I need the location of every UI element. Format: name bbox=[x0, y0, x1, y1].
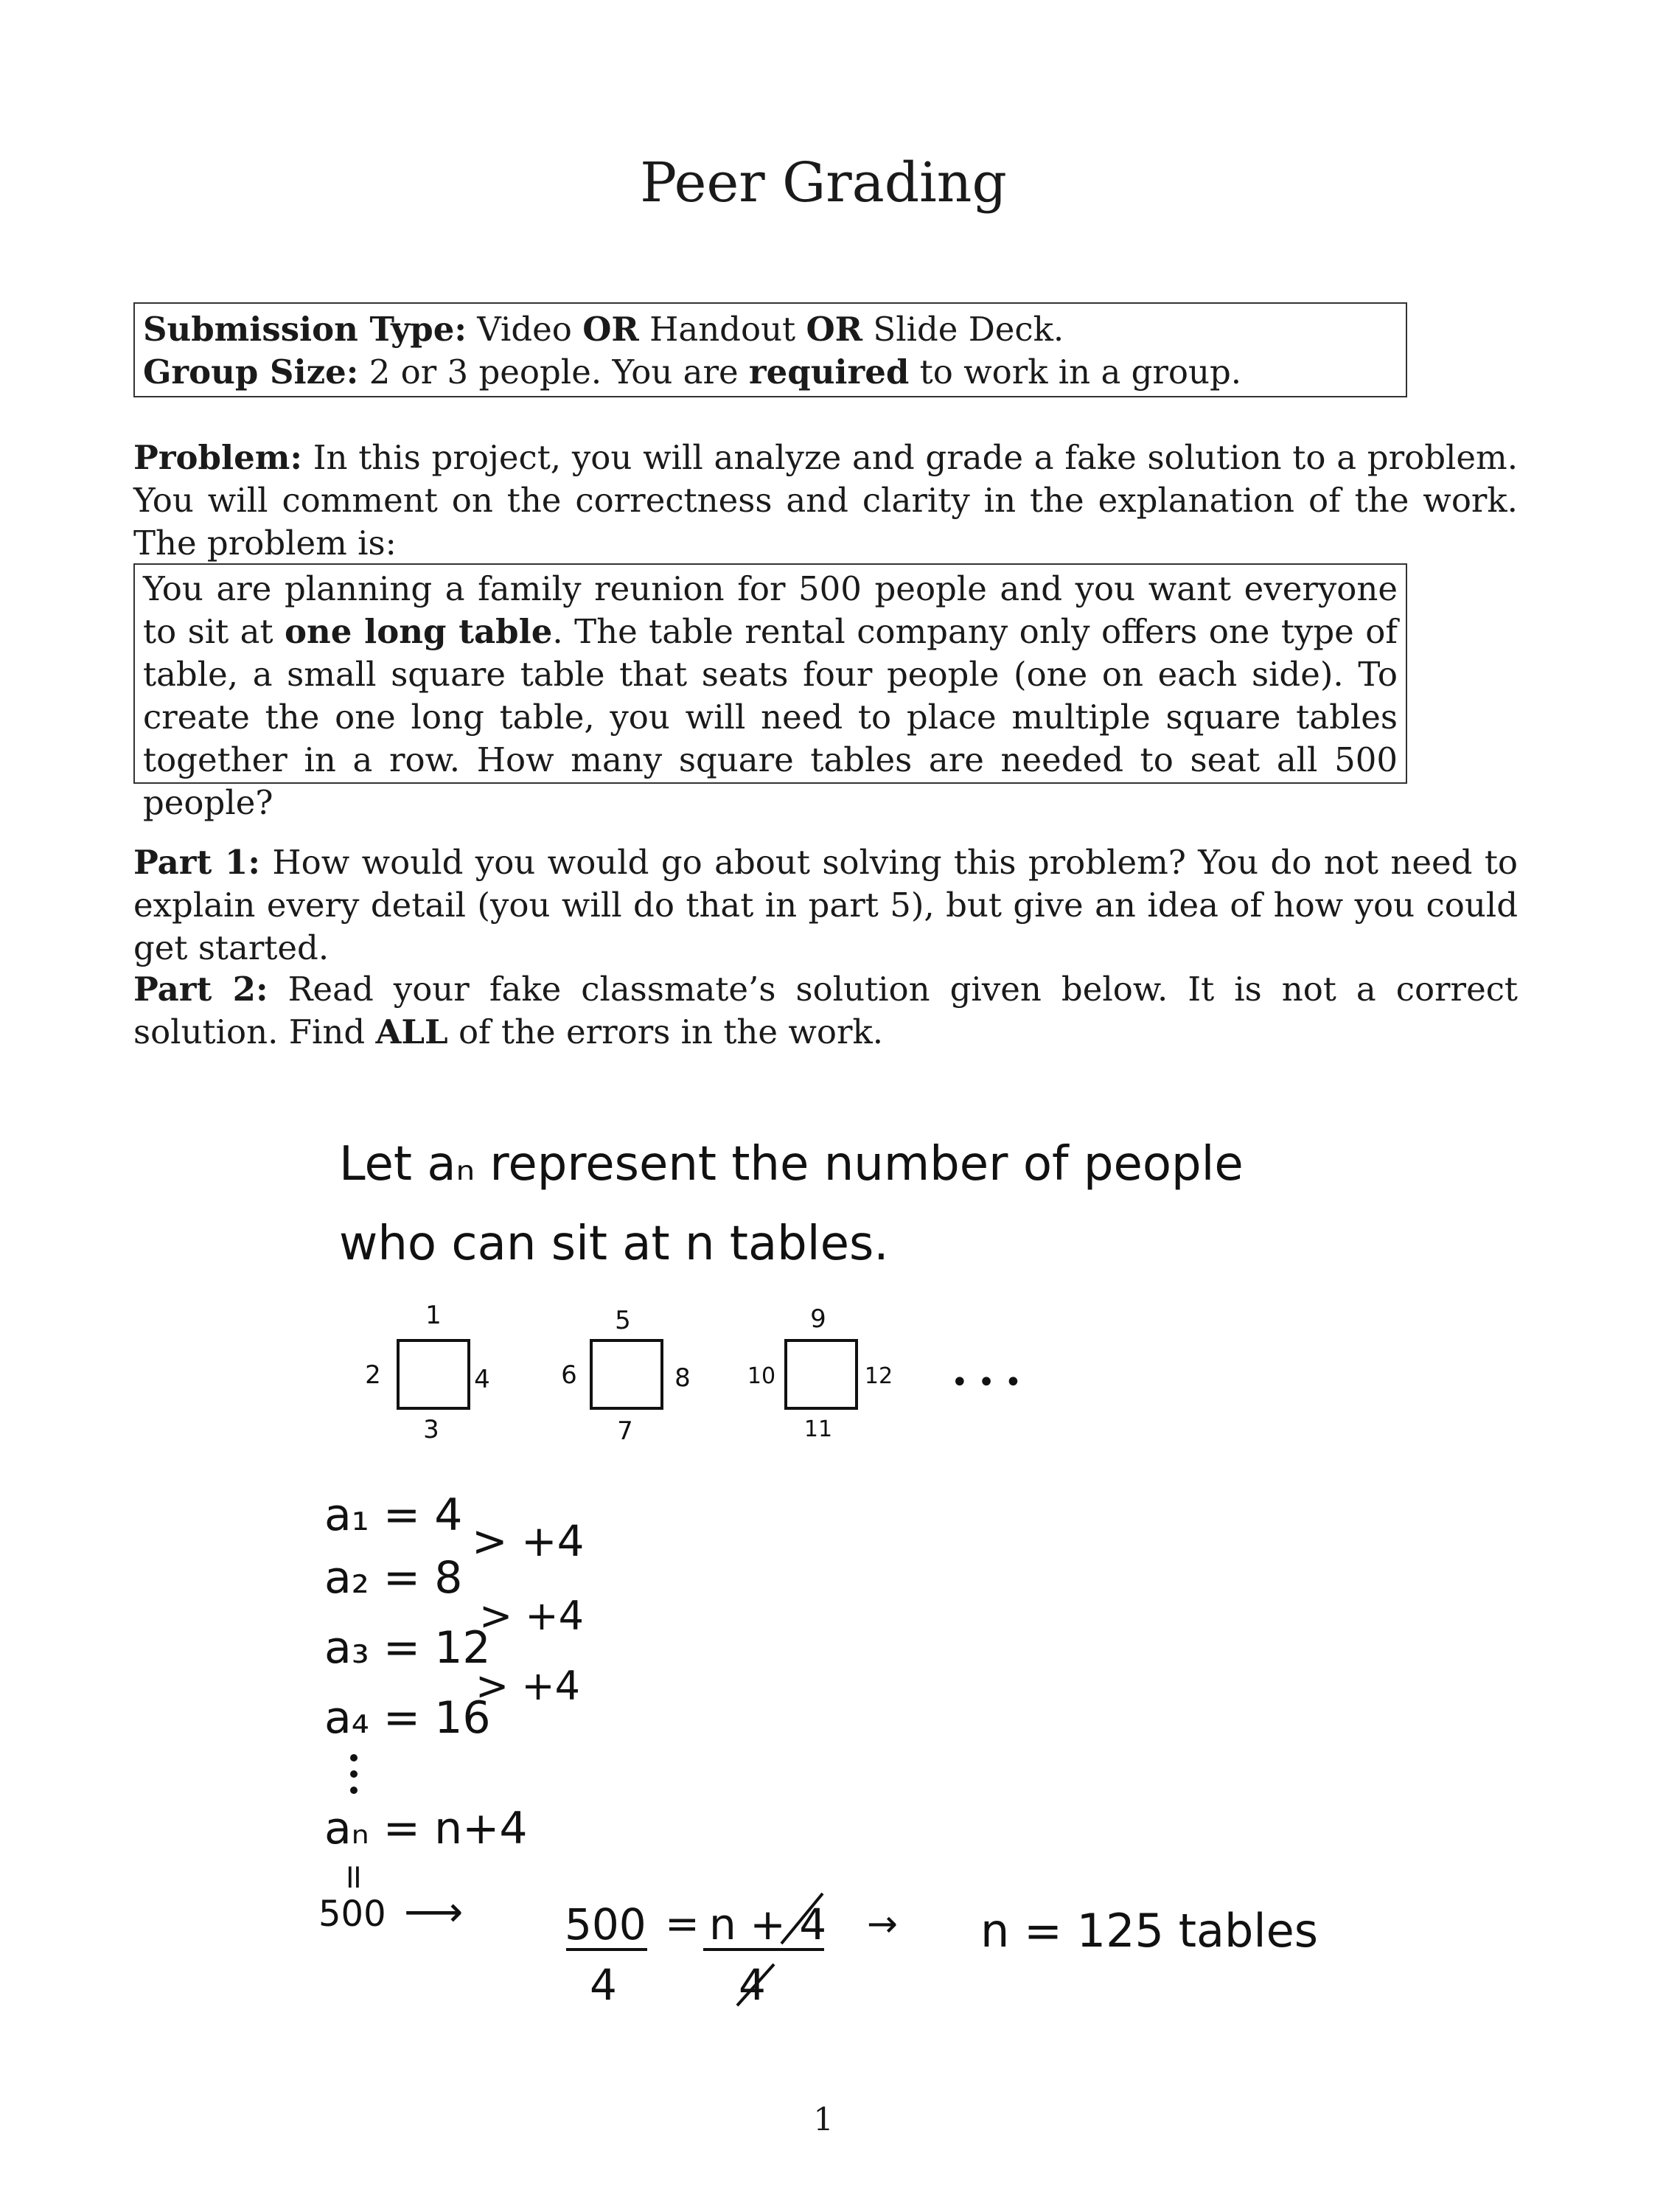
square2-right-label: 8 bbox=[674, 1363, 691, 1393]
vertical-equals: ॥ bbox=[342, 1856, 363, 1896]
problem-statement-box: You are planning a family reunion for 500 people and you want everyone to sit at one long table. The table rental company only offers one type of table, a small square table that seats four people (one on each side). To create the one long table, you will need to place multiple square tables together in a row. How many square tables are needed to seat all 500 people? bbox=[133, 563, 1407, 784]
part1-paragraph: Part 1: How would you would go about solving this problem? You do not need to explain every detail (you will do that in part 5), but give an idea of how you could get started. bbox=[133, 843, 1518, 967]
diff-2: > +4 bbox=[479, 1593, 585, 1639]
value-500: 500 bbox=[318, 1893, 386, 1935]
page-title: Peer Grading bbox=[640, 151, 1007, 215]
group-size-line: Group Size: 2 or 3 people. You are required to work in a group. bbox=[143, 352, 1242, 392]
hw-intro-line1: Let aₙ represent the number of people bbox=[339, 1137, 1244, 1192]
vdot-2 bbox=[350, 1770, 358, 1778]
eq-right-numerator: n + 4 bbox=[709, 1899, 827, 1950]
vdot-3 bbox=[350, 1787, 358, 1794]
part2-paragraph: Part 2: Read your fake classmate’s solution given below. It is not a correct solution. Find ALL of the errors in the work. bbox=[133, 970, 1518, 1051]
square3-top-label: 9 bbox=[810, 1304, 826, 1334]
table-square-3 bbox=[786, 1340, 857, 1408]
square3-right-label: 12 bbox=[864, 1363, 893, 1389]
eq-left-denominator: 4 bbox=[590, 1960, 617, 2010]
hw-intro-line2: who can sit at n tables. bbox=[339, 1217, 889, 1271]
diff-1: > +4 bbox=[472, 1516, 585, 1566]
square1-bottom-label: 3 bbox=[423, 1415, 439, 1444]
seq-a1: a₁ = 4 bbox=[324, 1489, 463, 1541]
general-term: aₙ = n+4 bbox=[324, 1803, 528, 1854]
square2-bottom-label: 7 bbox=[617, 1416, 633, 1446]
vdot-1 bbox=[350, 1754, 358, 1761]
diff-3: > +4 bbox=[475, 1663, 581, 1709]
square2-top-label: 5 bbox=[615, 1306, 631, 1335]
seq-a2: a₂ = 8 bbox=[324, 1552, 463, 1604]
seq-a4: a₄ = 16 bbox=[324, 1692, 491, 1744]
seq-a3: a₃ = 12 bbox=[324, 1622, 491, 1674]
eq-left-numerator: 500 bbox=[565, 1899, 646, 1950]
submission-type-line: Submission Type: Video OR Handout OR Slide Deck. bbox=[143, 310, 1064, 349]
hw-ellipsis: • • • bbox=[951, 1366, 1022, 1399]
eq-equals: = bbox=[665, 1900, 700, 1948]
arrow-1: ⟶ bbox=[404, 1888, 464, 1936]
square3-left-label: 10 bbox=[747, 1363, 776, 1389]
page-number: 1 bbox=[813, 2101, 834, 2138]
square1-left-label: 2 bbox=[365, 1360, 381, 1390]
table-square-1 bbox=[398, 1340, 469, 1408]
square1-top-label: 1 bbox=[425, 1301, 442, 1330]
final-answer: n = 125 tables bbox=[980, 1904, 1319, 1958]
square3-bottom-label: 11 bbox=[803, 1416, 833, 1442]
problem-paragraph: Problem: In this project, you will analyze and grade a fake solution to a problem. You will comment on the correctness and clarity in the explanation of the work. The problem is: bbox=[133, 438, 1518, 563]
square2-left-label: 6 bbox=[561, 1360, 577, 1390]
square1-right-label: 4 bbox=[474, 1365, 490, 1394]
table-square-2 bbox=[591, 1340, 662, 1408]
arrow-2: → bbox=[867, 1902, 898, 1945]
eq-right-denominator: 4 bbox=[739, 1960, 766, 2010]
